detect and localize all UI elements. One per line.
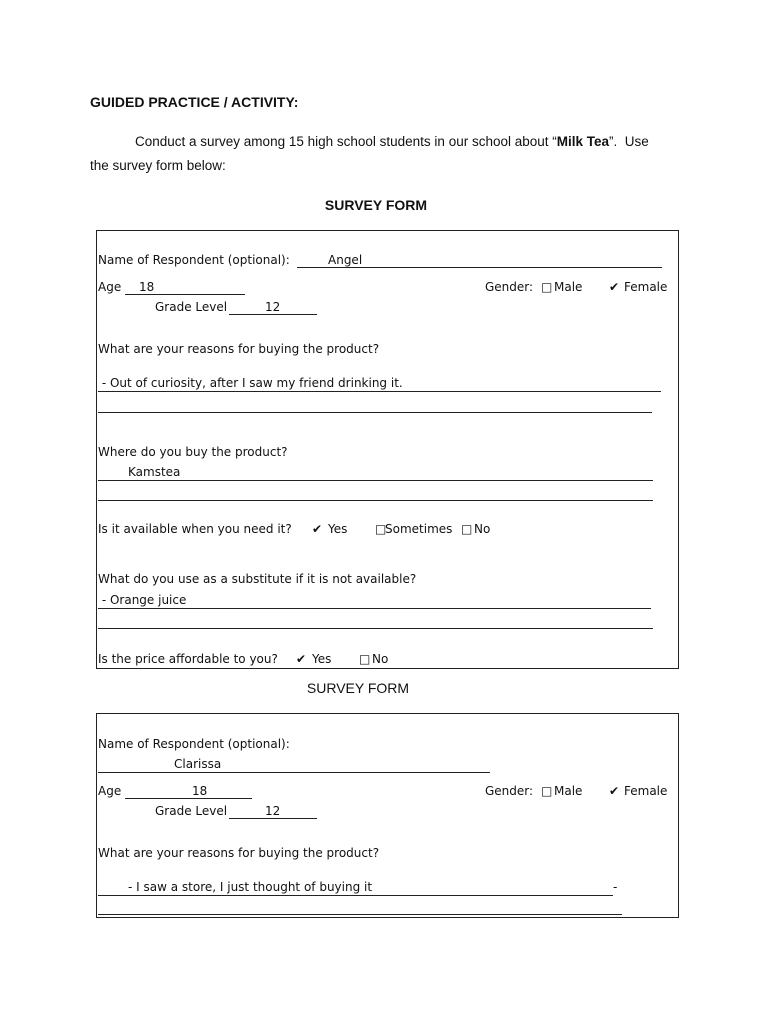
name-label: Name of Respondent (optional): [98,737,290,751]
male-checkbox-icon[interactable]: □ [541,280,553,294]
no-checkbox-icon[interactable]: □ [461,522,473,536]
age-label: Age [98,784,122,798]
age-value[interactable]: 18 [192,784,208,798]
intro-line-2: the survey form below: [90,158,226,173]
answer-line [98,914,622,915]
intro-text-a: Conduct a survey among 15 high school students in our school about “ [135,134,557,149]
answer-line [98,480,653,481]
no-label: No [372,652,389,666]
age-label: Age [98,280,122,294]
name-label: Name of Respondent (optional): [98,253,290,267]
male-label: Male [554,280,583,294]
age-value[interactable]: 18 [139,280,155,294]
female-label: Female [624,280,668,294]
grade-value[interactable]: 12 [265,300,281,314]
question-price: Is the price affordable to you? [98,652,278,666]
female-label: Female [624,784,668,798]
survey-form-title-1: SURVEY FORM [324,197,428,213]
page-heading: GUIDED PRACTICE / ACTIVITY: [90,94,299,110]
survey-form-2 [96,713,679,918]
question-where-buy: Where do you buy the product? [98,445,288,459]
female-check-icon[interactable]: ✔ [609,784,620,798]
intro-topic: Milk Tea [556,134,610,149]
answer-line [98,412,652,413]
answer-line [98,628,653,629]
answer-where-buy[interactable]: Kamstea [128,465,181,479]
answer-tail: - [613,880,618,894]
name-value[interactable]: Angel [328,253,363,267]
sometimes-label: Sometimes [385,522,453,536]
name-line [98,772,490,773]
yes-check-icon[interactable]: ✔ [312,522,323,536]
question-availability: Is it available when you need it? [98,522,292,536]
survey-form-title-2: SURVEY FORM [306,680,410,696]
no-checkbox-icon[interactable]: □ [359,652,371,666]
answer-reasons[interactable]: - Out of curiosity, after I saw my friend drinking it. [98,376,403,390]
answer-line [98,391,661,392]
yes-label: Yes [312,652,332,666]
gender-label: Gender: [485,280,534,294]
intro-line-1 [135,134,649,149]
sometimes-checkbox-icon[interactable]: □ [375,522,387,536]
grade-label: Grade Level [155,804,228,818]
survey-form-1 [96,230,679,669]
answer-line [98,608,651,609]
question-reasons: What are your reasons for buying the product? [98,342,380,356]
answer-substitute[interactable]: - Orange juice [98,593,187,607]
question-substitute: What do you use as a substitute if it is not available? [98,572,417,586]
grade-label: Grade Level [155,300,228,314]
yes-check-icon[interactable]: ✔ [296,652,307,666]
answer-line [98,895,613,896]
male-checkbox-icon[interactable]: □ [541,784,553,798]
name-value[interactable]: Clarissa [174,757,222,771]
female-check-icon[interactable]: ✔ [609,280,620,294]
answer-line [98,500,653,501]
answer-reasons[interactable]: - I saw a store, I just thought of buying it [128,880,373,894]
yes-label: Yes [328,522,348,536]
grade-value[interactable]: 12 [265,804,281,818]
male-label: Male [554,784,583,798]
age-line [125,798,252,799]
gender-label: Gender: [485,784,534,798]
no-label: No [474,522,491,536]
intro-text-b: ”. Use [609,134,649,149]
question-reasons: What are your reasons for buying the product? [98,846,380,860]
